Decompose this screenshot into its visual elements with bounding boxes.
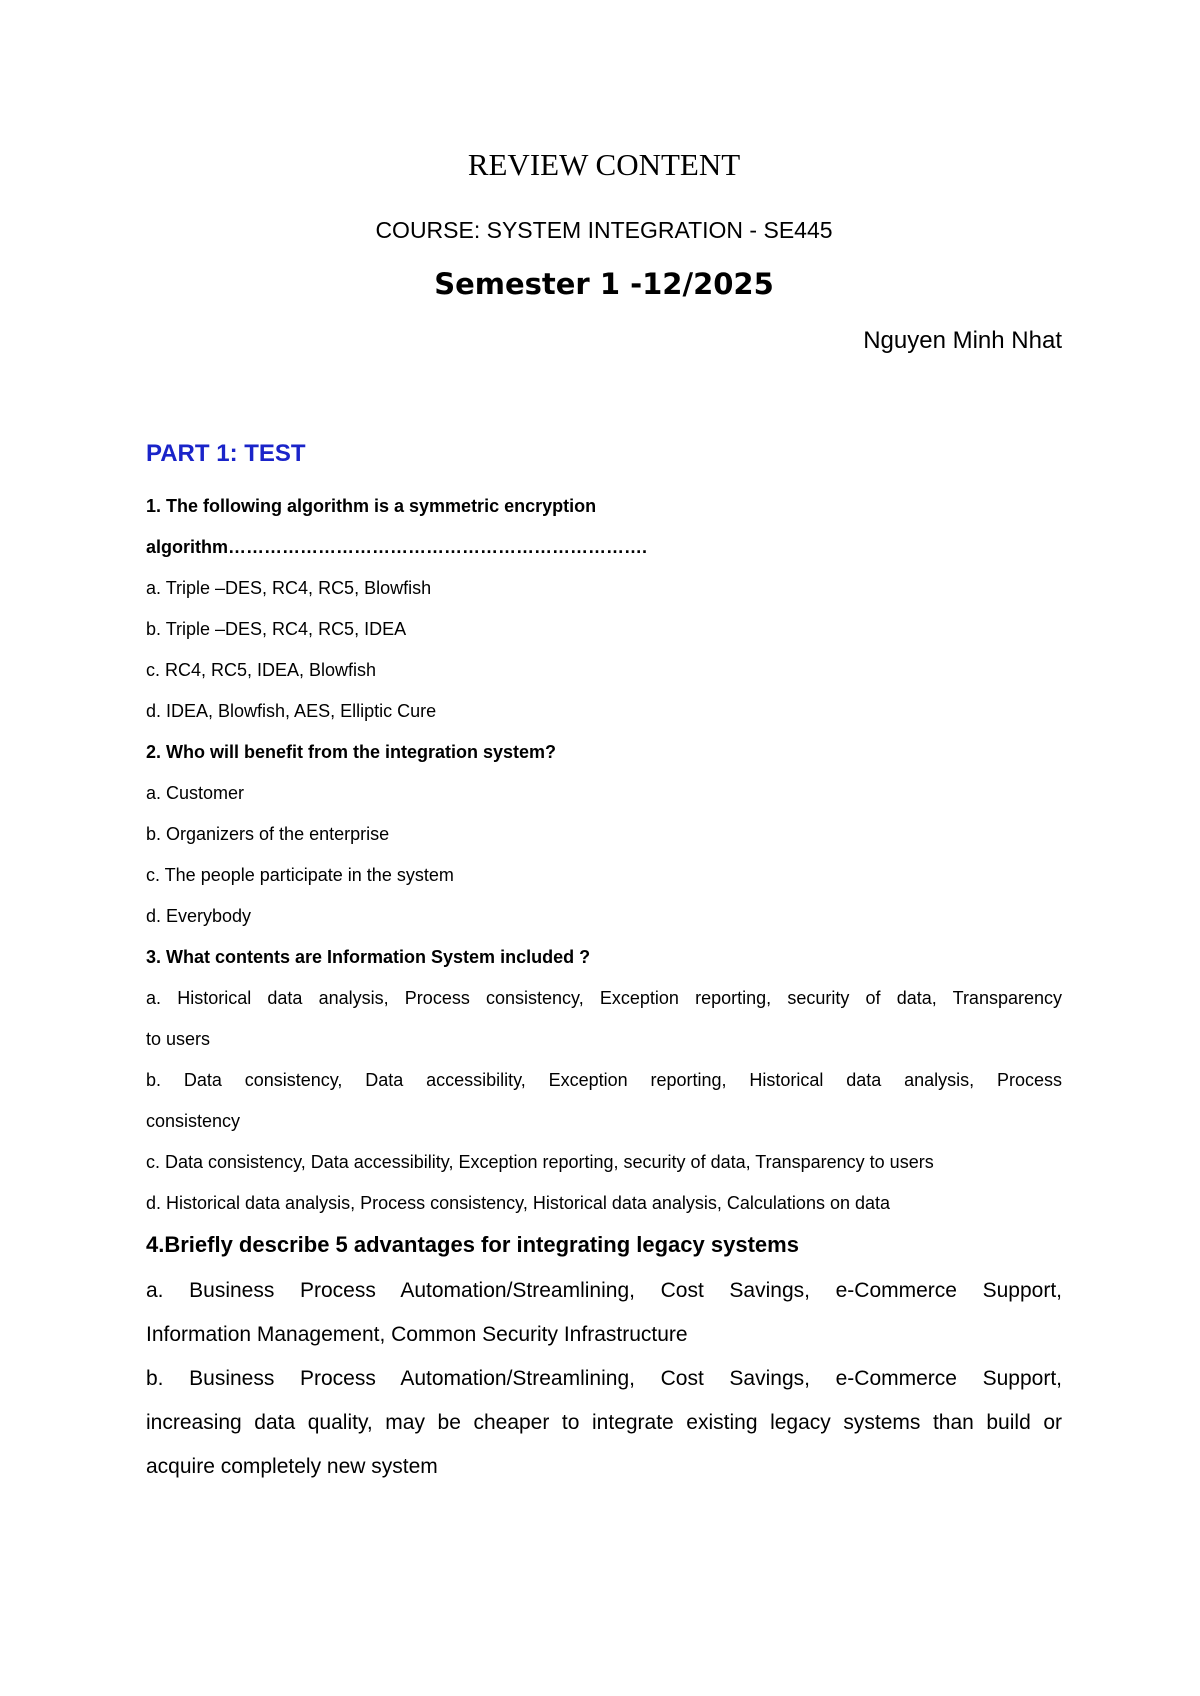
question-1-text: 1. The following algorithm is a symmetric encryption <box>146 496 597 516</box>
question-4-option-a: a. Business Process Automation/Streamlining, Cost Savings, e-Commerce Support, <box>146 1279 1062 1302</box>
question-1-option-c: c. RC4, RC5, IDEA, Blowfish <box>146 660 377 680</box>
document-title: REVIEW CONTENT <box>467 147 741 182</box>
question-3-option-a: a. Historical data analysis, Process consistency, Exception reporting, security of data, Transparency <box>146 988 1062 1008</box>
question-3-text: 3. What contents are Information System included ? <box>146 947 591 967</box>
question-4-option-b: b. Business Process Automation/Streamlining, Cost Savings, e-Commerce Support, <box>146 1367 1062 1390</box>
question-3-option-a-continued: to users <box>146 1029 211 1049</box>
question-1-option-d: d. IDEA, Blowfish, AES, Elliptic Cure <box>146 701 437 721</box>
question-2-option-b: b. Organizers of the enterprise <box>146 824 390 844</box>
question-2-option-a: a. Customer <box>146 783 245 803</box>
question-1-option-a: a. Triple –DES, RC4, RC5, Blowfish <box>146 578 432 598</box>
question-3-option-b-continued: consistency <box>146 1111 241 1131</box>
question-2-option-c: c. The people participate in the system <box>146 865 454 885</box>
question-4-option-b-end: acquire completely new system <box>146 1455 438 1478</box>
part-1-heading: PART 1: TEST <box>146 440 306 467</box>
question-4-option-a-continued: Information Management, Common Security Infrastructure <box>146 1323 688 1346</box>
question-2-option-d: d. Everybody <box>146 906 252 926</box>
semester-label: Semester 1 -12/2025 <box>434 267 774 301</box>
author-name: Nguyen Minh Nhat <box>863 327 1062 354</box>
question-3-option-b: b. Data consistency, Data accessibility, Exception reporting, Historical data analysis, Process <box>146 1070 1062 1090</box>
question-4-text: 4.Briefly describe 5 advantages for integrating legacy systems <box>146 1232 799 1257</box>
question-3-option-c: c. Data consistency, Data accessibility, Exception reporting, security of data, Transparency to users <box>146 1152 934 1172</box>
course-name: COURSE: SYSTEM INTEGRATION - SE445 <box>375 217 833 243</box>
question-1-option-b: b. Triple –DES, RC4, RC5, IDEA <box>146 619 407 639</box>
document-page <box>146 0 1062 1696</box>
question-1-text-continued: algorithm……………………………………………………………. <box>146 537 648 557</box>
question-4-option-b-continued: increasing data quality, may be cheaper to integrate existing legacy systems than build or <box>146 1411 1062 1434</box>
question-2-text: 2. Who will benefit from the integration system? <box>146 742 557 762</box>
question-3-option-d: d. Historical data analysis, Process consistency, Historical data analysis, Calculations on data <box>146 1193 891 1213</box>
